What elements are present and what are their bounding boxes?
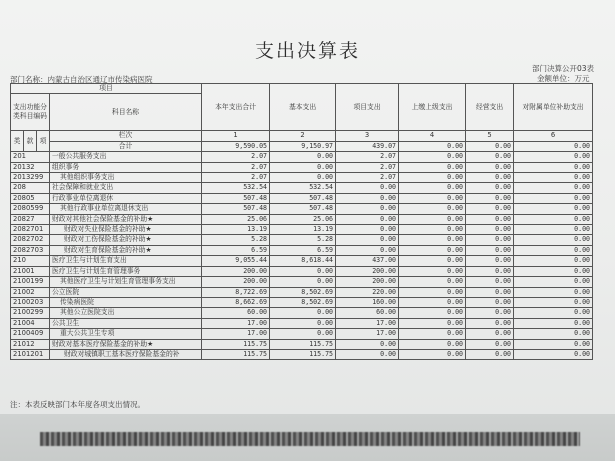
row-code: 2100199 <box>11 277 50 287</box>
row-amount: 0.00 <box>466 287 514 297</box>
total-cell: 0.00 <box>514 141 593 151</box>
row-code: 2100409 <box>11 329 50 339</box>
row-amount: 2.07 <box>202 162 270 172</box>
row-amount: 8,502.69 <box>270 287 336 297</box>
row-code: 2100203 <box>11 297 50 307</box>
row-code: 21001 <box>11 266 50 276</box>
row-amount: 0.00 <box>336 183 399 193</box>
row-amount: 0.00 <box>466 277 514 287</box>
row-amount: 0.00 <box>399 297 466 307</box>
row-amount: 0.00 <box>466 183 514 193</box>
header-upper: 上缴上级支出 <box>399 84 466 131</box>
row-amount: 0.00 <box>399 349 466 359</box>
row-amount: 0.00 <box>466 162 514 172</box>
header-func-code: 支出功能分类科目编码 <box>11 94 50 131</box>
row-code: 2082702 <box>11 235 50 245</box>
header-item: 项目 <box>11 84 202 94</box>
row-subject-name: 财政对其他社会保险基金的补助★ <box>50 214 202 224</box>
row-amount: 115.75 <box>270 349 336 359</box>
form-code: 部门决算公开03表 <box>532 64 595 73</box>
row-amount: 0.00 <box>514 308 593 318</box>
row-code: 20827 <box>11 214 50 224</box>
total-label: 合计 <box>50 141 202 151</box>
total-cell: 439.07 <box>336 141 399 151</box>
row-code: 210 <box>11 256 50 266</box>
row-amount: 0.00 <box>466 297 514 307</box>
row-amount: 60.00 <box>202 308 270 318</box>
page-title: 支出决算表 <box>254 40 360 62</box>
row-subject-name: 财政对生育保险基金的补助★ <box>50 245 202 255</box>
row-amount: 437.00 <box>336 256 399 266</box>
row-code: 2082701 <box>11 225 50 235</box>
row-amount: 0.00 <box>514 173 593 183</box>
row-subject-name: 财政对城镇职工基本医疗保险基金的补 <box>50 349 202 359</box>
row-code: 21002 <box>11 287 50 297</box>
row-amount: 0.00 <box>270 329 336 339</box>
header-lei: 类 <box>11 131 24 152</box>
row-subject-name: 财政对基本医疗保险基金的补助★ <box>50 339 202 349</box>
table-row <box>11 183 593 193</box>
row-amount: 0.00 <box>270 173 336 183</box>
total-cell: 9,590.05 <box>202 141 270 151</box>
row-amount: 0.00 <box>270 266 336 276</box>
row-amount: 0.00 <box>336 193 399 203</box>
amount-unit: 金额单位：万元 <box>537 74 590 83</box>
row-amount: 0.00 <box>514 349 593 359</box>
row-amount: 0.00 <box>514 204 593 214</box>
row-amount: 8,662.69 <box>202 297 270 307</box>
row-amount: 115.75 <box>270 339 336 349</box>
row-subject-name: 医疗卫生与计划生育管理事务 <box>50 266 202 276</box>
row-amount: 6.59 <box>270 245 336 255</box>
row-amount: 0.00 <box>336 225 399 235</box>
table-row <box>11 308 593 318</box>
header-project: 项目支出 <box>336 84 399 131</box>
row-amount: 115.75 <box>202 339 270 349</box>
row-amount: 0.00 <box>336 245 399 255</box>
row-amount: 200.00 <box>202 277 270 287</box>
row-amount: 0.00 <box>466 329 514 339</box>
row-amount: 5.28 <box>270 235 336 245</box>
row-amount: 2.07 <box>202 152 270 162</box>
row-amount: 0.00 <box>514 297 593 307</box>
row-amount: 0.00 <box>399 183 466 193</box>
row-code: 208 <box>11 183 50 193</box>
table-row <box>11 204 593 214</box>
row-code: 2101201 <box>11 349 50 359</box>
row-subject-name: 传染病医院 <box>50 297 202 307</box>
row-code: 2082703 <box>11 245 50 255</box>
table-row <box>11 287 593 297</box>
row-amount: 0.00 <box>270 277 336 287</box>
row-amount: 0.00 <box>466 204 514 214</box>
col-number: 5 <box>466 131 514 141</box>
table-row <box>11 277 593 287</box>
row-subject-name: 医疗卫生与计划生育支出 <box>50 256 202 266</box>
row-amount: 0.00 <box>270 318 336 328</box>
header-subject: 科目名称 <box>50 94 202 131</box>
header-kuan: 款 <box>24 131 37 152</box>
row-amount: 2.07 <box>336 173 399 183</box>
expenditure-table <box>10 83 593 360</box>
row-amount: 0.00 <box>399 277 466 287</box>
row-subject-name: 其他医疗卫生与计划生育管理事务支出 <box>50 277 202 287</box>
row-code: 21004 <box>11 318 50 328</box>
row-amount: 0.00 <box>466 245 514 255</box>
row-amount: 0.00 <box>514 225 593 235</box>
row-amount: 0.00 <box>466 225 514 235</box>
row-amount: 8,618.44 <box>270 256 336 266</box>
row-amount: 0.00 <box>514 266 593 276</box>
header-basic: 基本支出 <box>270 84 336 131</box>
row-amount: 0.00 <box>399 193 466 203</box>
col-number: 4 <box>399 131 466 141</box>
header-row-item <box>11 84 593 94</box>
col-number: 2 <box>270 131 336 141</box>
row-amount: 0.00 <box>399 162 466 172</box>
row-amount: 532.54 <box>202 183 270 193</box>
row-amount: 0.00 <box>466 193 514 203</box>
row-code: 2100299 <box>11 308 50 318</box>
row-amount: 0.00 <box>466 339 514 349</box>
row-subject-name: 其他组织事务支出 <box>50 173 202 183</box>
row-subject-name: 财政对失业保险基金的补助★ <box>50 225 202 235</box>
row-amount: 200.00 <box>336 266 399 276</box>
row-amount: 220.00 <box>336 287 399 297</box>
row-code: 201 <box>11 152 50 162</box>
row-amount: 0.00 <box>466 235 514 245</box>
header-total: 本年支出合计 <box>202 84 270 131</box>
row-amount: 0.00 <box>466 173 514 183</box>
row-amount: 0.00 <box>466 256 514 266</box>
row-amount: 0.00 <box>399 266 466 276</box>
row-amount: 0.00 <box>399 214 466 224</box>
row-amount: 0.00 <box>514 214 593 224</box>
row-code: 21012 <box>11 339 50 349</box>
table-row <box>11 193 593 203</box>
header-business: 经营支出 <box>466 84 514 131</box>
row-amount: 17.00 <box>336 329 399 339</box>
row-amount: 0.00 <box>514 162 593 172</box>
row-amount: 0.00 <box>514 277 593 287</box>
row-amount: 0.00 <box>399 318 466 328</box>
header-col-no: 栏次 <box>50 131 202 141</box>
row-amount: 0.00 <box>270 308 336 318</box>
row-amount: 0.00 <box>399 287 466 297</box>
total-cell: 0.00 <box>399 141 466 151</box>
row-amount: 0.00 <box>514 339 593 349</box>
row-subject-name: 公共卫生 <box>50 318 202 328</box>
row-amount: 507.48 <box>270 193 336 203</box>
row-amount: 0.00 <box>514 287 593 297</box>
row-amount: 0.00 <box>514 318 593 328</box>
row-subject-name: 组织事务 <box>50 162 202 172</box>
row-amount: 200.00 <box>336 277 399 287</box>
row-amount: 0.00 <box>466 152 514 162</box>
row-amount: 17.00 <box>202 329 270 339</box>
row-amount: 115.75 <box>202 349 270 359</box>
row-code: 20132 <box>11 162 50 172</box>
col-number: 6 <box>514 131 593 141</box>
table-note: 注：本表反映部门本年度各项支出情况。 <box>10 400 145 409</box>
row-amount: 0.00 <box>399 245 466 255</box>
row-amount: 0.00 <box>514 152 593 162</box>
row-amount: 0.00 <box>514 256 593 266</box>
row-amount: 0.00 <box>514 183 593 193</box>
row-amount: 0.00 <box>399 308 466 318</box>
row-amount: 0.00 <box>514 193 593 203</box>
table-row <box>11 245 593 255</box>
row-amount: 8,502.69 <box>270 297 336 307</box>
row-subject-name: 一般公共服务支出 <box>50 152 202 162</box>
row-amount: 0.00 <box>399 204 466 214</box>
table-row <box>11 339 593 349</box>
row-subject-name: 社会保障和就业支出 <box>50 183 202 193</box>
table-row <box>11 266 593 276</box>
col-number: 3 <box>336 131 399 141</box>
table-row <box>11 162 593 172</box>
row-subject-name: 重大公共卫生专项 <box>50 329 202 339</box>
row-amount: 0.00 <box>399 152 466 162</box>
table-row <box>11 214 593 224</box>
row-amount: 0.00 <box>399 329 466 339</box>
row-amount: 25.06 <box>202 214 270 224</box>
row-code: 2013299 <box>11 173 50 183</box>
row-amount: 0.00 <box>336 204 399 214</box>
total-cell: 0.00 <box>466 141 514 151</box>
row-amount: 200.00 <box>202 266 270 276</box>
row-amount: 0.00 <box>399 235 466 245</box>
row-amount: 507.48 <box>270 204 336 214</box>
department-name: 部门名称：内蒙古自治区通辽市传染病医院 <box>10 75 153 84</box>
row-amount: 0.00 <box>466 349 514 359</box>
table-row <box>11 349 593 359</box>
row-amount: 25.06 <box>270 214 336 224</box>
table-row <box>11 225 593 235</box>
row-subject-name: 其他公立医院支出 <box>50 308 202 318</box>
col-number: 1 <box>202 131 270 141</box>
row-amount: 2.07 <box>202 173 270 183</box>
row-amount: 0.00 <box>466 214 514 224</box>
row-amount: 0.00 <box>514 245 593 255</box>
row-amount: 8,722.69 <box>202 287 270 297</box>
total-row <box>11 141 593 151</box>
row-amount: 0.00 <box>399 173 466 183</box>
row-subject-name: 公立医院 <box>50 287 202 297</box>
row-amount: 0.00 <box>336 349 399 359</box>
row-code: 20805 <box>11 193 50 203</box>
row-amount: 0.00 <box>336 339 399 349</box>
table-row <box>11 235 593 245</box>
row-amount: 160.00 <box>336 297 399 307</box>
row-amount: 507.48 <box>202 193 270 203</box>
header-row-colno <box>11 131 593 141</box>
row-amount: 0.00 <box>336 235 399 245</box>
table-row <box>11 329 593 339</box>
row-amount: 507.48 <box>202 204 270 214</box>
row-amount: 0.00 <box>466 266 514 276</box>
row-amount: 0.00 <box>270 162 336 172</box>
table-row <box>11 318 593 328</box>
row-amount: 13.19 <box>202 225 270 235</box>
table-row <box>11 173 593 183</box>
row-amount: 5.28 <box>202 235 270 245</box>
table-row <box>11 297 593 307</box>
blurred-footer <box>40 432 580 446</box>
row-amount: 6.59 <box>202 245 270 255</box>
row-amount: 0.00 <box>466 318 514 328</box>
row-code: 2080599 <box>11 204 50 214</box>
row-amount: 60.00 <box>336 308 399 318</box>
row-amount: 17.00 <box>336 318 399 328</box>
row-amount: 0.00 <box>399 256 466 266</box>
row-subject-name: 其他行政事业单位离退休支出 <box>50 204 202 214</box>
table-row <box>11 256 593 266</box>
header-subsidy: 对附属单位补助支出 <box>514 84 593 131</box>
row-amount: 2.07 <box>336 152 399 162</box>
row-amount: 17.00 <box>202 318 270 328</box>
row-amount: 13.19 <box>270 225 336 235</box>
row-amount: 0.00 <box>466 308 514 318</box>
total-cell: 9,150.97 <box>270 141 336 151</box>
row-amount: 0.00 <box>399 225 466 235</box>
row-amount: 0.00 <box>514 235 593 245</box>
row-amount: 0.00 <box>514 329 593 339</box>
header-xiang: 项 <box>37 131 50 152</box>
row-subject-name: 财政对工伤保险基金的补助★ <box>50 235 202 245</box>
row-amount: 0.00 <box>336 214 399 224</box>
row-amount: 2.07 <box>336 162 399 172</box>
row-amount: 9,055.44 <box>202 256 270 266</box>
table-row <box>11 152 593 162</box>
row-amount: 532.54 <box>270 183 336 193</box>
row-amount: 0.00 <box>399 339 466 349</box>
row-amount: 0.00 <box>270 152 336 162</box>
row-subject-name: 行政事业单位离退休 <box>50 193 202 203</box>
